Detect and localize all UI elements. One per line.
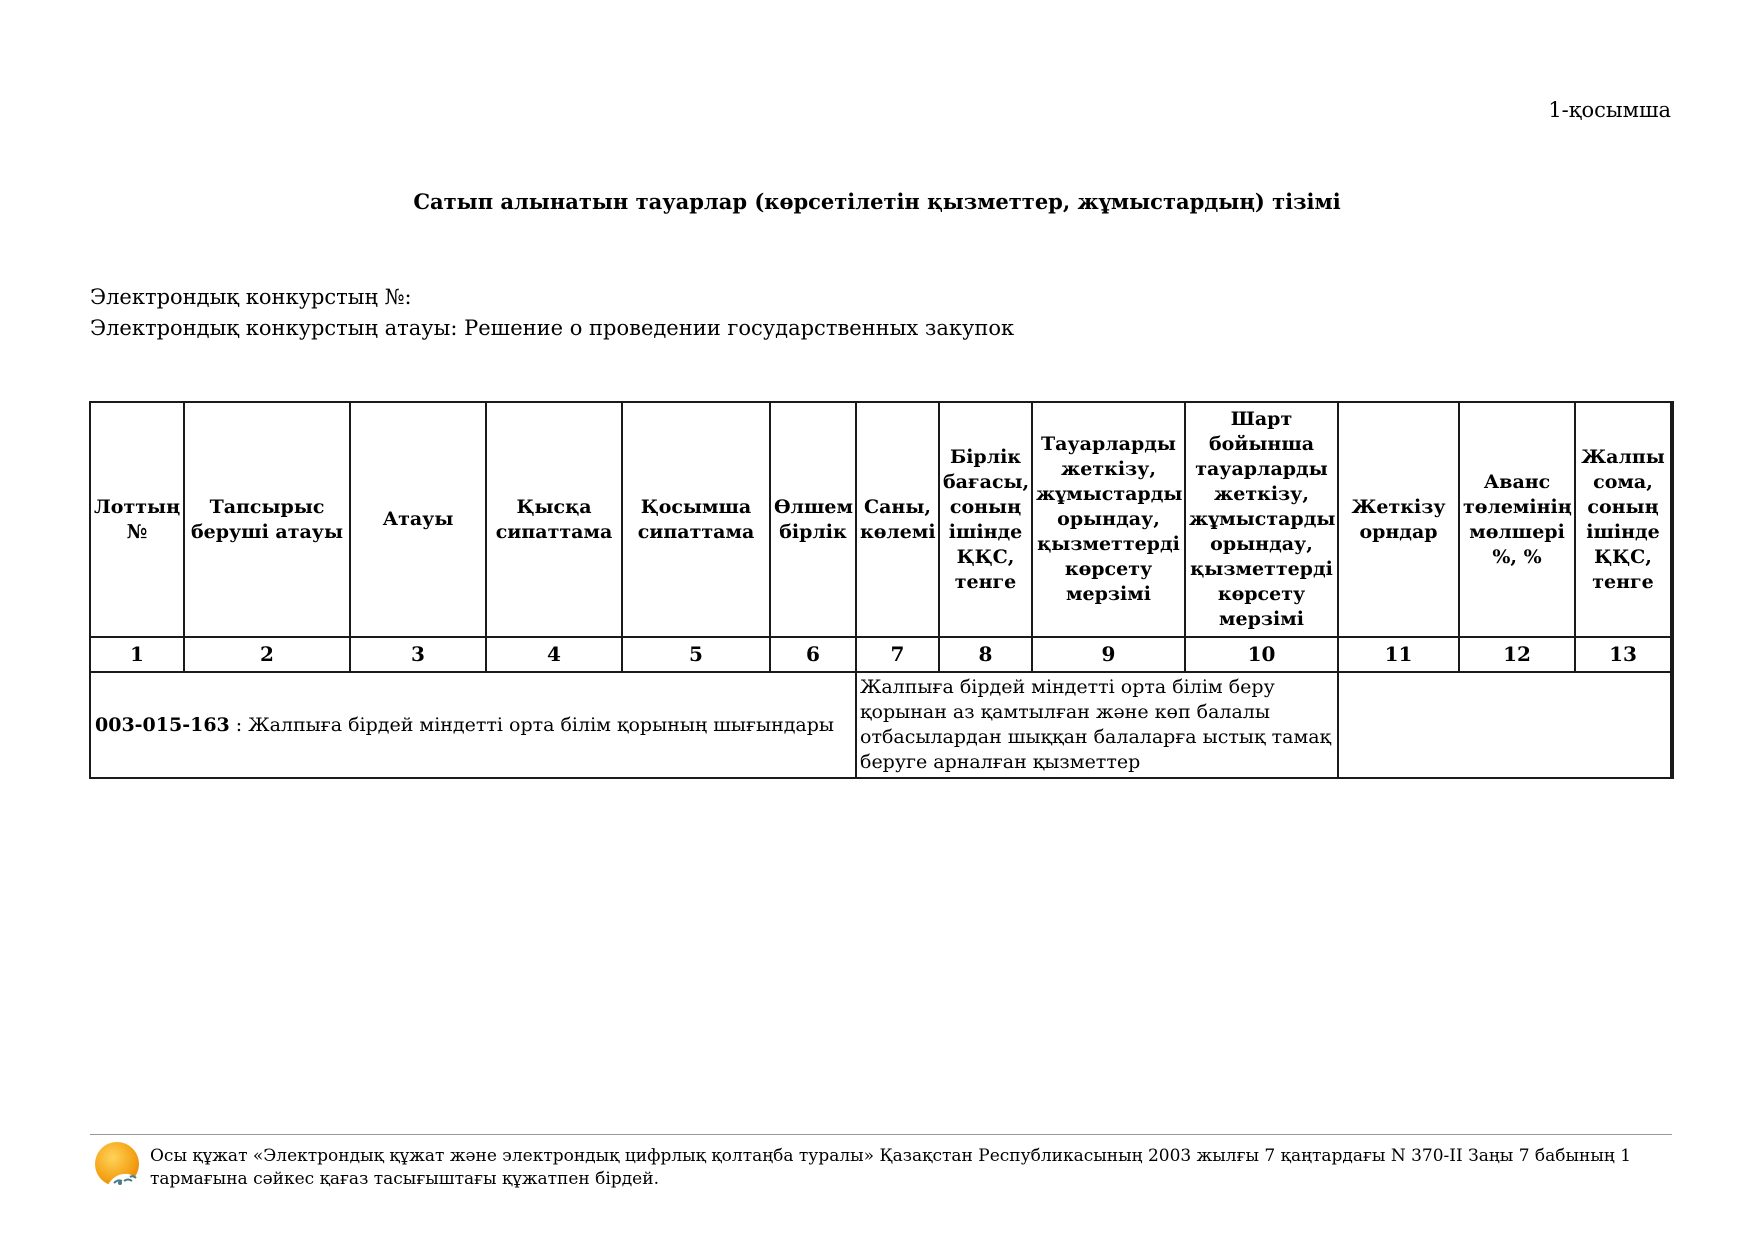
header-short-description: Қысқа сипаттама <box>486 402 622 637</box>
column-number: 6 <box>770 637 856 672</box>
column-number: 5 <box>622 637 770 672</box>
footer-legal-text: Осы құжат «Электрондық құжат және электрондық цифрлық қолтаңба туралы» Қазақстан Республикасының 2003 жылғы 7 қаңтардағы N 370-II Заңы 7 бабының 1 тармағына сәйкес қағаз тасығыштағы құжатпен бірдей. <box>150 1146 1632 1189</box>
header-total-amount: Жалпы сома, соның ішінде ҚҚС, тенге <box>1575 402 1672 637</box>
column-number: 7 <box>856 637 939 672</box>
lots-table <box>89 401 1674 779</box>
appendix-label: 1-қосымша <box>1548 98 1671 122</box>
document-title: Сатып алынатын тауарлар (көрсетілетін қызметтер, жұмыстардың) тізімі <box>413 189 1341 214</box>
column-number: 2 <box>184 637 350 672</box>
header-lot-number: Лоттың № <box>90 402 184 637</box>
header-additional-description: Қосымша сипаттама <box>622 402 770 637</box>
lot-code: 003-015-163 <box>95 713 230 736</box>
column-number: 13 <box>1575 637 1672 672</box>
footer <box>90 1134 1672 1191</box>
column-number: 4 <box>486 637 622 672</box>
header-unit: Өлшем бірлік <box>770 402 856 637</box>
seal-icon <box>94 1141 140 1187</box>
header-customer-name: Тапсырыс беруші атауы <box>184 402 350 637</box>
header-row <box>90 402 1672 637</box>
lot-info-cell <box>90 672 856 778</box>
column-number: 9 <box>1032 637 1185 672</box>
column-number: 3 <box>350 637 486 672</box>
header-quantity: Саны, көлемі <box>856 402 939 637</box>
header-contract-delivery-term: Шарт бойынша тауарларды жеткізу, жұмыстарды орындау, қызметтерді көрсету мерзімі <box>1185 402 1338 637</box>
lot-name: Жалпыға бірдей міндетті орта білім қорының шығындары <box>248 713 835 736</box>
contest-meta <box>90 282 1014 344</box>
header-delivery-places: Жеткізу орндар <box>1338 402 1459 637</box>
column-number-row <box>90 637 1672 672</box>
header-unit-price: Бірлік бағасы, соның ішінде ҚҚС, тенге <box>939 402 1032 637</box>
header-delivery-term: Тауарларды жеткізу, жұмыстарды орындау, қызметтерді көрсету мерзімі <box>1032 402 1185 637</box>
header-advance-payment: Аванс төлемінің мөлшері %, % <box>1459 402 1575 637</box>
header-name: Атауы <box>350 402 486 637</box>
column-number: 1 <box>90 637 184 672</box>
column-number: 12 <box>1459 637 1575 672</box>
column-number: 11 <box>1338 637 1459 672</box>
contest-name-line <box>90 313 1014 344</box>
table-row <box>90 672 1672 778</box>
lot-rest-cell <box>1338 672 1672 778</box>
contest-number-label: Электрондық конкурстың №: <box>90 285 412 309</box>
contest-name-label: Электрондық конкурстың атауы: <box>90 316 458 340</box>
column-number: 8 <box>939 637 1032 672</box>
lot-description-cell: Жалпыға бірдей міндетті орта білім беру қорынан аз қамтылған және көп балалы отбасылардан шыққан балаларға ыстық тамақ беруге арналған қызметтер <box>856 672 1338 778</box>
lot-separator: : <box>229 713 249 736</box>
contest-name-value: Решение о проведении государственных закупок <box>464 316 1015 340</box>
column-number: 10 <box>1185 637 1338 672</box>
contest-number-line <box>90 282 1014 313</box>
